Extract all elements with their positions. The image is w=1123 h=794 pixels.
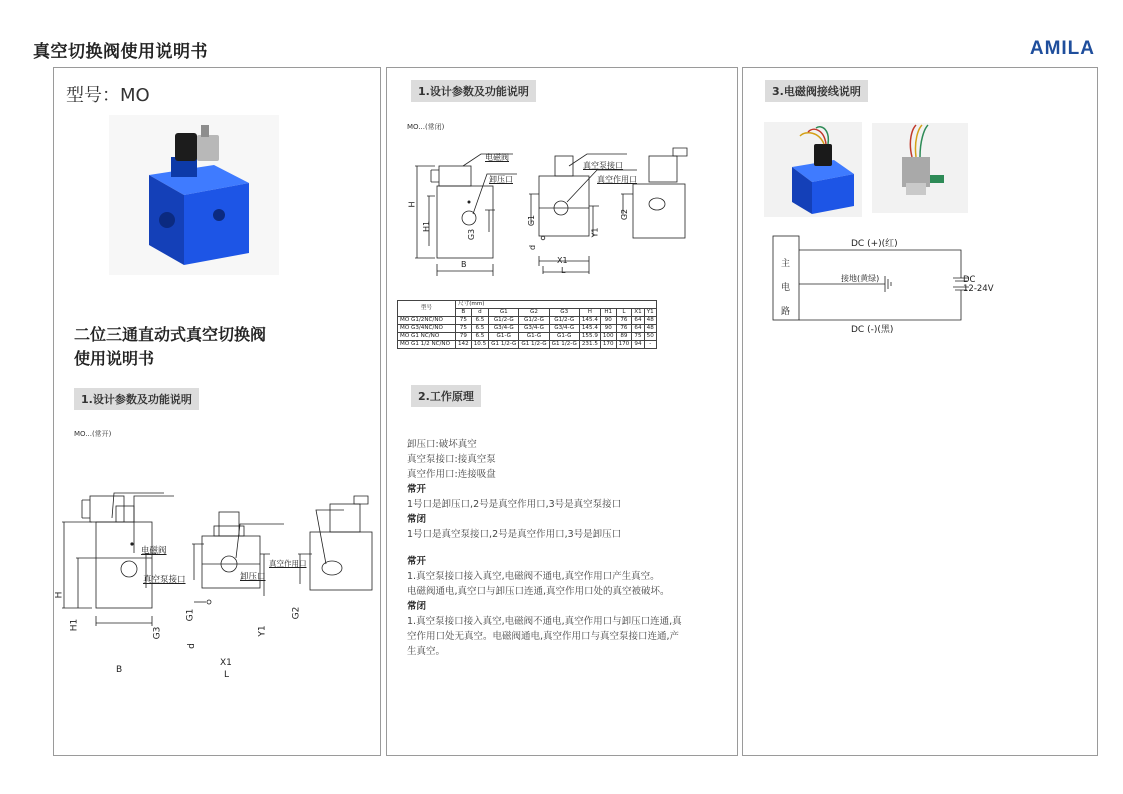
table-cell: 155.9 <box>579 333 600 341</box>
table-column-header: X1 <box>632 309 644 317</box>
dim-g2: G2 <box>291 606 302 620</box>
table-cell: 90 <box>600 325 616 333</box>
table-cell: 90 <box>600 317 616 325</box>
product-photo <box>109 115 279 275</box>
table-cell: 231.5 <box>579 341 600 349</box>
desc-heading: 常开 <box>407 484 427 495</box>
brand-logo: AMILA <box>1029 38 1095 59</box>
label-main-2: 电 <box>781 283 791 293</box>
table-cell: G3/4-G <box>549 325 579 333</box>
nc-dim-d: d <box>528 244 538 251</box>
table-cell: G1 1/2-G <box>549 341 579 349</box>
panel-wiring <box>742 67 1098 756</box>
desc-line: 真空泵接口:接真空泵 <box>407 454 496 465</box>
table-cell: 75 <box>456 325 472 333</box>
table-cell: 170 <box>600 341 616 349</box>
table-column-header: G2 <box>519 309 549 317</box>
table-cell: 64 <box>632 325 644 333</box>
table-row <box>398 317 657 325</box>
label-solenoid: 电磁阀 <box>141 546 167 556</box>
table-column-header: G3 <box>549 309 579 317</box>
label-relief-port: 卸压口 <box>240 572 266 582</box>
dim-d: d <box>186 643 197 649</box>
section-heading-principle: 2.工作原理 <box>411 385 481 407</box>
panel-normally-open <box>53 67 381 756</box>
table-cell: 64 <box>632 317 644 325</box>
table-header-dims: 尺寸(mm) <box>456 301 657 309</box>
desc-line: 卸压口:破坏真空 <box>407 439 477 450</box>
table-column-header: G1 <box>489 309 519 317</box>
nc-dim-g1: G1 <box>527 214 537 227</box>
nc-label-relief: 卸压口 <box>489 175 513 184</box>
table-cell: G3/4-G <box>489 325 519 333</box>
table-cell: 6.5 <box>471 317 488 325</box>
table-cell: 142 <box>456 341 472 349</box>
product-title-line2: 使用说明书 <box>74 349 155 368</box>
table-cell: 89 <box>616 333 632 341</box>
desc-line: 真空作用口:连接吸盘 <box>407 469 496 480</box>
table-header-model: 型号 <box>398 301 456 317</box>
wiring-photo-1 <box>764 122 862 217</box>
table-cell: MO G1 NC/NO <box>398 333 456 341</box>
table-cell: 50 <box>644 333 656 341</box>
table-cell: G1 1/2-G <box>519 341 549 349</box>
label-dc-positive: DC (+)(红) <box>851 239 898 249</box>
table-body <box>398 317 657 349</box>
desc-line: 1.真空泵接口接入真空,电磁阀不通电,真空作用口产生真空。 <box>407 571 660 582</box>
nc-dim-g2: G2 <box>620 208 630 221</box>
nc-label-work: 真空作用口 <box>597 175 637 184</box>
table-row <box>398 325 657 333</box>
table-cell: G1-G <box>549 333 579 341</box>
table-cell: G1-G <box>519 333 549 341</box>
section-heading-design: 1.设计参数及功能说明 <box>74 388 199 410</box>
table-cell: 79 <box>456 333 472 341</box>
document-title: 真空切换阀使用说明书 <box>33 42 208 62</box>
table-column-header: H <box>579 309 600 317</box>
table-cell: 145.4 <box>579 317 600 325</box>
table-cell: MO G1 1/2 NC/NO <box>398 341 456 349</box>
label-main-1: 主 <box>781 259 791 269</box>
spec-table <box>397 300 657 349</box>
dim-l: L <box>224 670 230 680</box>
desc-line: 生真空。 <box>407 646 446 657</box>
desc-heading: 常开 <box>407 556 427 567</box>
table-column-header: H1 <box>600 309 616 317</box>
desc-line: 1号口是真空泵接口,2号是真空作用口,3号是卸压口 <box>407 529 622 540</box>
nc-dim-g3: G3 <box>467 228 477 241</box>
dim-b: B <box>116 665 123 675</box>
table-cell: G1 1/2-G <box>489 341 519 349</box>
panel-normally-closed <box>386 67 738 756</box>
dim-y1: Y1 <box>257 625 268 637</box>
label-main-3: 路 <box>781 307 791 317</box>
label-work-port: 真空作用口 <box>269 559 307 568</box>
label-pump-port: 真空泵接口 <box>143 575 186 585</box>
table-cell: 6.5 <box>471 333 488 341</box>
table-cell: G1/2-G <box>519 317 549 325</box>
dim-h1: H1 <box>69 618 80 632</box>
table-column-header: Y1 <box>644 309 656 317</box>
nc-dim-b: B <box>461 260 467 269</box>
section-heading-design-nc: 1.设计参数及功能说明 <box>411 80 536 102</box>
principle-text <box>407 437 729 659</box>
table-cell: 10.5 <box>471 341 488 349</box>
table-cell: 100 <box>600 333 616 341</box>
table-cell: G3/4-G <box>519 325 549 333</box>
desc-heading: 常闭 <box>407 601 427 612</box>
label-dc-range: 12-24V <box>963 284 994 294</box>
desc-line: 空作用口处无真空。电磁阀通电,真空作用口与真空泵接口连通,产 <box>407 631 680 642</box>
nc-dim-l: L <box>561 266 566 275</box>
table-cell: G1/2-G <box>489 317 519 325</box>
drawing-normally-closed <box>387 146 737 286</box>
label-dc-negative: DC (-)(黑) <box>851 325 894 335</box>
nc-dim-h1: H1 <box>422 220 432 233</box>
wiring-photo-2 <box>872 123 968 213</box>
label-ground: 接地(黄绿) <box>841 274 880 283</box>
nc-dim-x1: X1 <box>557 256 568 265</box>
mode-label-nc: MO...(常闭) <box>407 123 445 131</box>
table-cell: 75 <box>632 333 644 341</box>
section-heading-wiring: 3.电磁阀接线说明 <box>765 80 868 102</box>
table-cell: - <box>644 341 656 349</box>
table-cell: G1/2-G <box>549 317 579 325</box>
table-cell: 75 <box>456 317 472 325</box>
dim-g1: G1 <box>185 608 196 622</box>
table-cell: 94 <box>632 341 644 349</box>
table-cell: 48 <box>644 325 656 333</box>
nc-label-pump: 真空泵接口 <box>583 161 623 170</box>
table-row <box>398 333 657 341</box>
nc-dim-y1: Y1 <box>590 227 600 238</box>
nc-label-solenoid: 电磁阀 <box>485 153 509 162</box>
dim-h: H <box>54 591 65 599</box>
dim-x1: X1 <box>220 658 232 668</box>
desc-line: 1.真空泵接口接入真空,电磁阀不通电,真空作用口与卸压口连通,真 <box>407 616 682 627</box>
table-cell: 76 <box>616 325 632 333</box>
product-title-line1: 二位三通直动式真空切换阀 <box>74 325 267 344</box>
table-cell: MO G3/4NC/NO <box>398 325 456 333</box>
table-cell: 6.5 <box>471 325 488 333</box>
desc-line: 1号口是卸压口,2号是真空作用口,3号是真空泵接口 <box>407 499 622 510</box>
nc-dim-h: H <box>407 201 417 208</box>
table-row <box>398 341 657 349</box>
table-column-header: d <box>471 309 488 317</box>
table-column-header: L <box>616 309 632 317</box>
product-title <box>74 323 374 371</box>
drawing-normally-open <box>54 466 380 626</box>
table-column-header: B <box>456 309 472 317</box>
desc-line: 电磁阀通电,真空口与卸压口连通,真空作用口处的真空被破坏。 <box>407 586 670 597</box>
label-dc-supply <box>963 276 994 294</box>
table-cell: 48 <box>644 317 656 325</box>
desc-heading: 常闭 <box>407 514 427 525</box>
table-cell: 170 <box>616 341 632 349</box>
table-cell: MO G1/2NC/NO <box>398 317 456 325</box>
mode-label-no: MO...(常开) <box>74 430 112 438</box>
table-cell: 145.4 <box>579 325 600 333</box>
table-cell: 76 <box>616 317 632 325</box>
dim-g3: G3 <box>152 626 163 640</box>
model-label: 型号：MO <box>66 85 150 106</box>
table-cell: G1-G <box>489 333 519 341</box>
label-dc: DC <box>963 275 976 285</box>
